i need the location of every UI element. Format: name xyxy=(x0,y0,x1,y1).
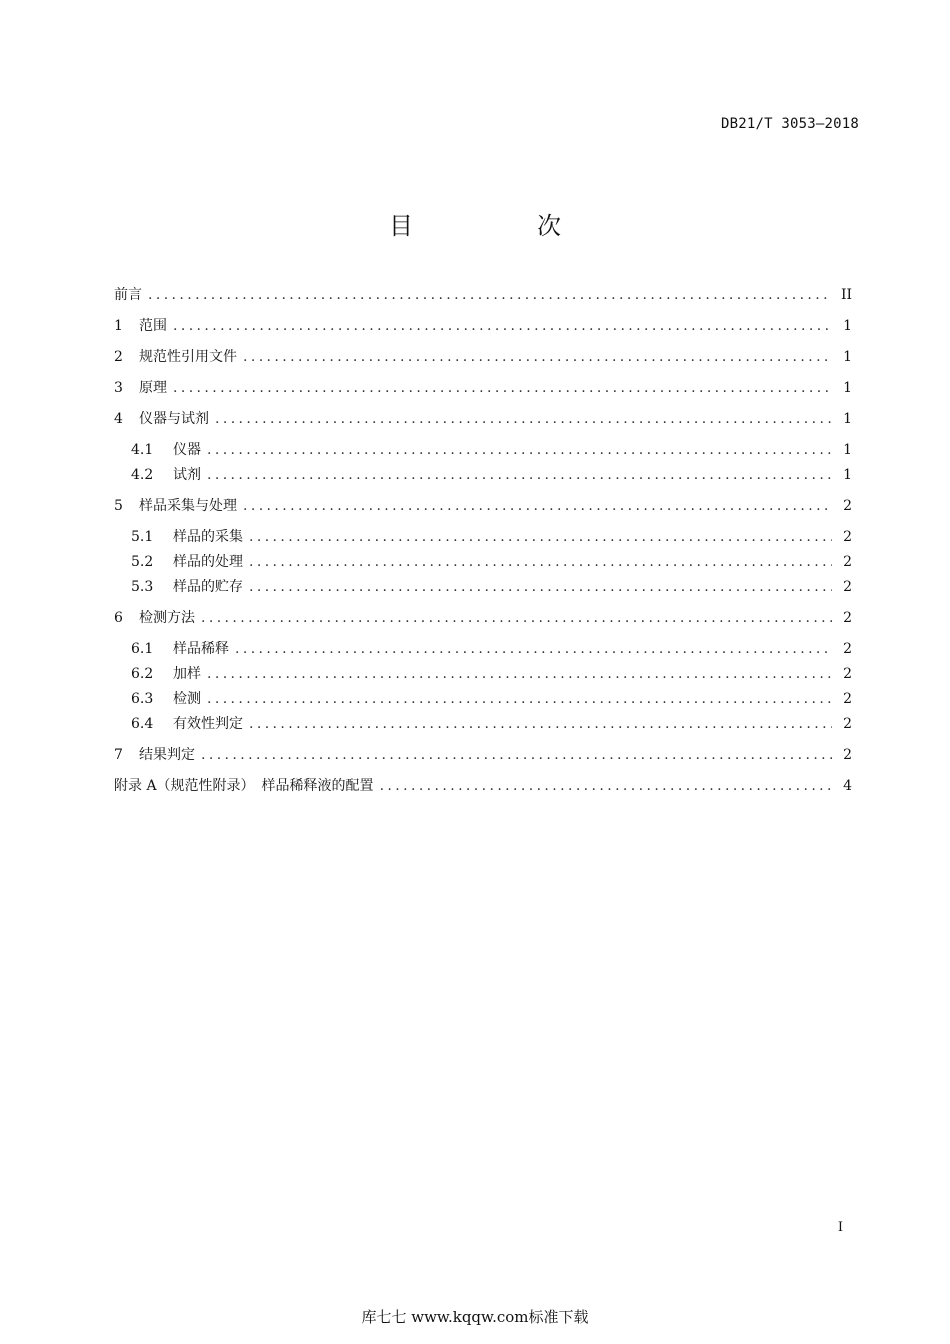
toc-entry[interactable] xyxy=(114,316,852,336)
toc-entry-title: 检测方法 xyxy=(139,610,195,626)
toc-entry-page: 2 xyxy=(843,747,852,763)
toc-dot-leader xyxy=(201,608,832,628)
toc-dot-leader xyxy=(249,527,832,547)
toc-entry[interactable] xyxy=(114,347,852,367)
toc-dot-leader xyxy=(173,378,832,398)
toc-entry-title: 仪器 xyxy=(173,442,201,458)
toc-entry-number: 4.2 xyxy=(131,467,154,483)
toc-entry-number: 4.1 xyxy=(131,442,154,458)
toc-dot-leader xyxy=(201,745,832,765)
toc-dot-leader xyxy=(207,664,832,684)
toc-entry[interactable] xyxy=(114,639,852,659)
toc-dot-leader xyxy=(243,347,832,367)
table-of-contents xyxy=(114,285,852,796)
toc-entry-title: 结果判定 xyxy=(139,747,195,763)
toc-entry[interactable] xyxy=(114,285,852,305)
page-number: I xyxy=(837,1220,843,1235)
toc-entry-page: 1 xyxy=(843,467,852,483)
toc-entry-number: 6.1 xyxy=(131,641,154,657)
toc-entry-page: 1 xyxy=(843,318,852,334)
toc-dot-leader xyxy=(148,285,832,305)
toc-entry-page: 2 xyxy=(843,641,852,657)
toc-dot-leader xyxy=(207,689,832,709)
toc-entry-page: 1 xyxy=(843,442,852,458)
toc-entry-page: 2 xyxy=(843,691,852,707)
toc-dot-leader xyxy=(207,440,832,460)
toc-entry-page: 2 xyxy=(843,610,852,626)
toc-entry[interactable] xyxy=(114,409,852,429)
toc-entry[interactable] xyxy=(114,689,852,709)
toc-title: 目 次 xyxy=(389,212,611,240)
toc-entry-page: 2 xyxy=(843,579,852,595)
toc-entry[interactable] xyxy=(114,776,852,796)
toc-entry-title: 规范性引用文件 xyxy=(139,349,237,365)
toc-entry-page: 2 xyxy=(843,529,852,545)
toc-entry[interactable] xyxy=(114,577,852,597)
toc-entry-title: 有效性判定 xyxy=(173,716,243,732)
toc-entry[interactable] xyxy=(114,465,852,485)
toc-dot-leader xyxy=(380,776,832,796)
toc-entry-title: 样品的贮存 xyxy=(173,579,243,595)
toc-entry-number: 6.3 xyxy=(131,691,154,707)
toc-dot-leader xyxy=(207,465,832,485)
toc-entry-page: 2 xyxy=(843,554,852,570)
toc-dot-leader xyxy=(235,639,832,659)
toc-entry-title: 样品采集与处理 xyxy=(139,498,237,514)
toc-entry-number: 6.4 xyxy=(131,716,154,732)
toc-entry[interactable] xyxy=(114,378,852,398)
toc-entry-page: II xyxy=(840,287,852,303)
toc-entry[interactable] xyxy=(114,745,852,765)
toc-entry-title: 试剂 xyxy=(173,467,201,483)
toc-dot-leader xyxy=(173,316,832,336)
toc-entry-title: 范围 xyxy=(139,318,167,334)
toc-entry[interactable] xyxy=(114,664,852,684)
toc-dot-leader xyxy=(243,496,832,516)
toc-entry[interactable] xyxy=(114,608,852,628)
toc-entry-number: 6.2 xyxy=(131,666,154,682)
toc-entry-number: 6 xyxy=(114,610,123,626)
toc-entry-title: 仪器与试剂 xyxy=(139,411,209,427)
toc-entry[interactable] xyxy=(114,496,852,516)
toc-entry-number: 7 xyxy=(114,747,123,763)
toc-entry-number: 3 xyxy=(114,380,123,396)
toc-entry-page: 1 xyxy=(843,380,852,396)
toc-entry-page: 1 xyxy=(843,349,852,365)
toc-entry-number: 4 xyxy=(114,411,123,427)
toc-entry-number: 5 xyxy=(114,498,123,514)
toc-entry-page: 1 xyxy=(843,411,852,427)
toc-entry-page: 2 xyxy=(843,716,852,732)
toc-entry-page: 2 xyxy=(843,666,852,682)
document-code: DB21/T 3053—2018 xyxy=(720,116,859,132)
toc-entry[interactable] xyxy=(114,440,852,460)
toc-entry-title: 前言 xyxy=(114,287,142,303)
toc-dot-leader xyxy=(249,714,832,734)
toc-entry-title: 样品稀释 xyxy=(173,641,229,657)
toc-entry-page: 4 xyxy=(843,778,852,794)
toc-entry-title: 检测 xyxy=(173,691,201,707)
toc-dot-leader xyxy=(249,552,832,572)
toc-entry-number: 2 xyxy=(114,349,123,365)
toc-entry-number: 5.2 xyxy=(131,554,154,570)
toc-entry-title: 原理 xyxy=(139,380,167,396)
toc-entry[interactable] xyxy=(114,527,852,547)
toc-entry-number: 5.1 xyxy=(131,529,154,545)
footer-watermark: 库七七 www.kqqw.com标准下载 xyxy=(361,1308,589,1326)
toc-entry[interactable] xyxy=(114,552,852,572)
toc-entry-title: 样品的处理 xyxy=(173,554,243,570)
toc-entry-title: 样品的采集 xyxy=(173,529,243,545)
toc-dot-leader xyxy=(215,409,832,429)
toc-entry-number: 1 xyxy=(114,318,123,334)
toc-entry[interactable] xyxy=(114,714,852,734)
toc-entry-title: 加样 xyxy=(173,666,201,682)
toc-entry-page: 2 xyxy=(843,498,852,514)
toc-entry-title: 附录 A（规范性附录） 样品稀释液的配置 xyxy=(114,778,374,794)
toc-dot-leader xyxy=(249,577,832,597)
toc-entry-number: 5.3 xyxy=(131,579,154,595)
